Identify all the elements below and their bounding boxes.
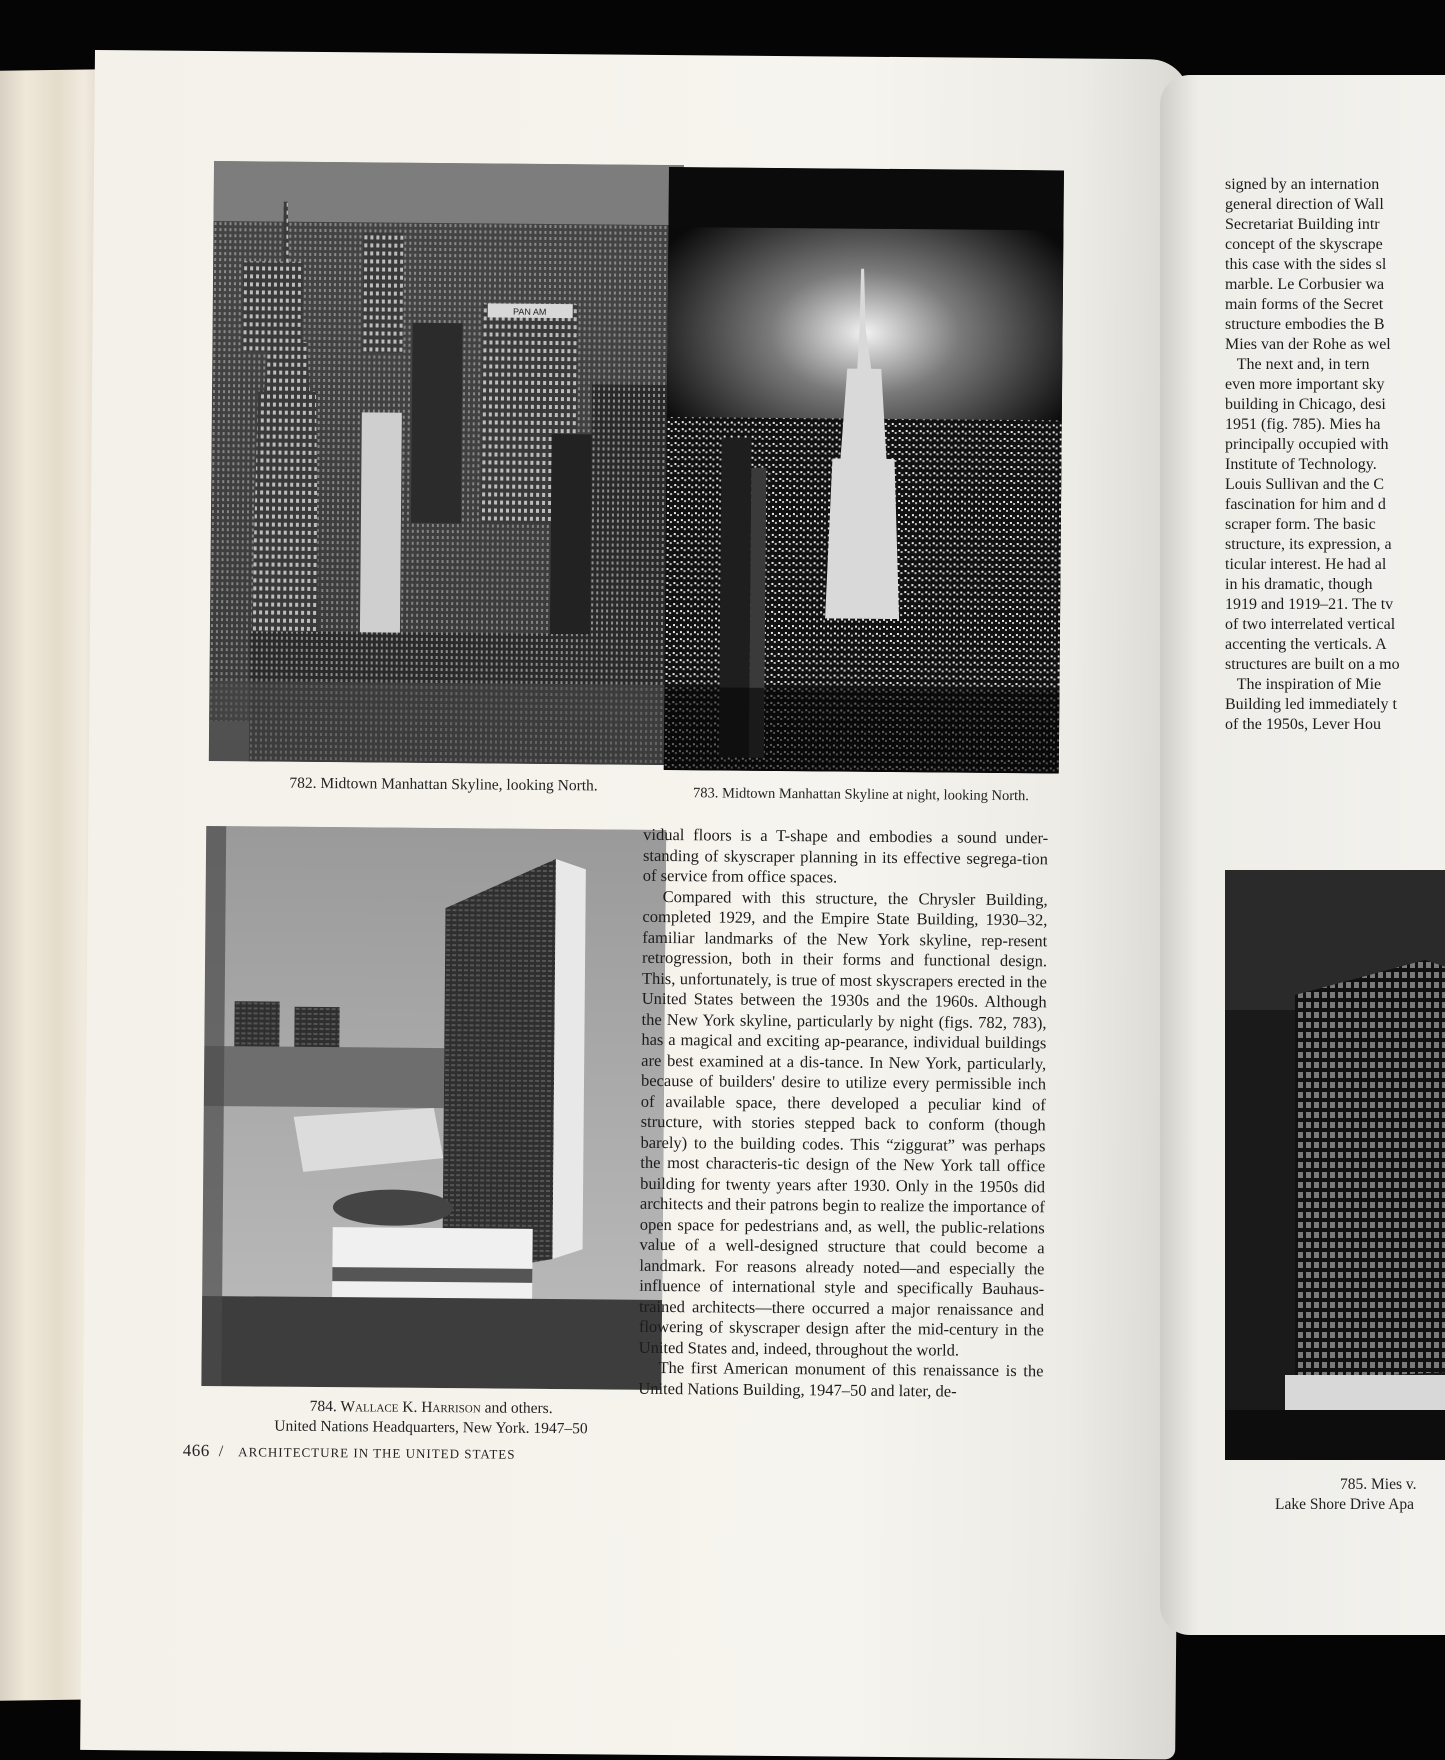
right-line: in his dramatic, though <box>1225 576 1373 593</box>
caption-783: 783. Midtown Manhattan Skyline at night, looking North. <box>693 785 1030 805</box>
right-line: building in Chicago, desi <box>1225 396 1386 413</box>
page-folio <box>183 1441 516 1464</box>
right-line: structure embodies the B <box>1225 316 1385 333</box>
skyline-night-illustration <box>664 167 1064 773</box>
photo-785-lake-shore-drive <box>1225 870 1445 1460</box>
right-line: marble. Le Corbusier wa <box>1225 276 1385 293</box>
caption-785 <box>1230 1475 1445 1515</box>
right-line: of the 1950s, Lever Hou <box>1225 716 1381 733</box>
right-line: Building led immediately t <box>1225 696 1397 713</box>
right-line: The inspiration of Mie <box>1225 676 1382 693</box>
right-line: structure, its expression, a <box>1225 536 1392 553</box>
left-page <box>80 50 1190 1759</box>
caption-784-name: 784. Wallace K. Harrison <box>309 1397 481 1417</box>
right-line: concept of the skyscrape <box>1225 236 1383 253</box>
body-paragraph-3: The first American monument of this renaissance is the United Nations Building, 1947–50 and later, de- <box>638 1357 1044 1401</box>
right-line: Secretariat Building intr <box>1225 216 1380 233</box>
caption-784-rest: and others. <box>480 1399 553 1418</box>
right-line: main forms of the Secret <box>1225 296 1384 313</box>
un-headquarters-illustration <box>201 826 666 1390</box>
right-line: principally occupied with <box>1225 436 1389 453</box>
folio-separator: / <box>218 1443 224 1461</box>
right-line: Mies van der Rohe as wel <box>1225 336 1391 353</box>
right-line: structures are built on a mo <box>1225 656 1400 673</box>
pan-am-sign: PAN AM <box>513 306 547 317</box>
right-line: accenting the verticals. A <box>1225 636 1387 653</box>
right-line: Institute of Technology. <box>1225 456 1377 473</box>
right-line: this case with the sides sl <box>1225 256 1387 273</box>
photo-784-un-headquarters <box>201 826 666 1390</box>
right-line: general direction of Wall <box>1225 196 1384 213</box>
caption-784-line2: United Nations Headquarters, New York. 1947–50 <box>274 1417 588 1438</box>
photo-782-midtown-skyline <box>209 161 684 765</box>
right-line: 1919 and 1919–21. The tv <box>1225 596 1394 613</box>
lake-shore-drive-illustration <box>1225 870 1445 1460</box>
photo-783-night-skyline <box>664 167 1064 773</box>
right-line: 1951 (fig. 785). Mies ha <box>1225 416 1381 433</box>
body-text-column <box>638 825 1048 1403</box>
right-line: ticular interest. He had al <box>1225 556 1387 573</box>
right-line: fascination for him and d <box>1225 496 1386 513</box>
caption-782: 782. Midtown Manhattan Skyline, looking North. <box>289 774 598 795</box>
right-line: The next and, in tern <box>1225 356 1370 373</box>
skyline-day-illustration <box>209 161 684 765</box>
right-line: even more important sky <box>1225 376 1385 393</box>
right-line: signed by an internation <box>1225 176 1380 193</box>
running-head: ARCHITECTURE IN THE UNITED STATES <box>238 1444 516 1462</box>
right-line: Louis Sullivan and the C <box>1225 476 1385 493</box>
body-paragraph-1: vidual floors is a T-shape and embodies a sound under-standing of skyscraper planning in its effective segrega-tion of service from office spaces. <box>642 824 1049 887</box>
right-page <box>1160 75 1445 1635</box>
caption-784 <box>201 1396 661 1440</box>
right-line: scraper form. The basic <box>1225 516 1376 533</box>
right-line: of two interrelated vertical <box>1225 616 1396 633</box>
caption-785-line2: Lake Shore Drive Apa <box>1275 1496 1415 1513</box>
page-number: 466 <box>182 1440 210 1461</box>
body-paragraph-2: Compared with this structure, the Chrysler Building, completed 1929, and the Empire State Building, 1930–32, familiar landmarks of the New York skyline, rep-resent retrogression, both in their forms and functional design. This, unfortunately, is true of most skyscrapers erected in the United States between the 1930s and the 1960s. Although the New York skyline, particularly by night (figs. 782, 783), has a magical and exciting ap-pearance, individual buildings are best examined at a dis-tance. In New York, particularly, because of builders' desire to utilize every permissible inch of available space, there developed a peculiar kind of structure, with stories stepped back to conform (though barely) to the building codes. This “ziggurat” was perhaps the most characteris-tic design of the New York tall office building for twenty years after 1930. Only in the 1950s did architects and their patrons begin to realize the importance of open space for pedestrians and, as well, the public-relations value of a well-designed structure that could become a landmark. For reasons already noted—and especially the influence of international style and specifically Bauhaus-trained architects—there occurred a major renaissance and flowering of skyscraper design after the mid-century in the United States and, indeed, throughout the world. <box>638 886 1048 1360</box>
right-page-text <box>1225 175 1445 735</box>
caption-785-line1: 785. Mies v. <box>1340 1476 1417 1493</box>
